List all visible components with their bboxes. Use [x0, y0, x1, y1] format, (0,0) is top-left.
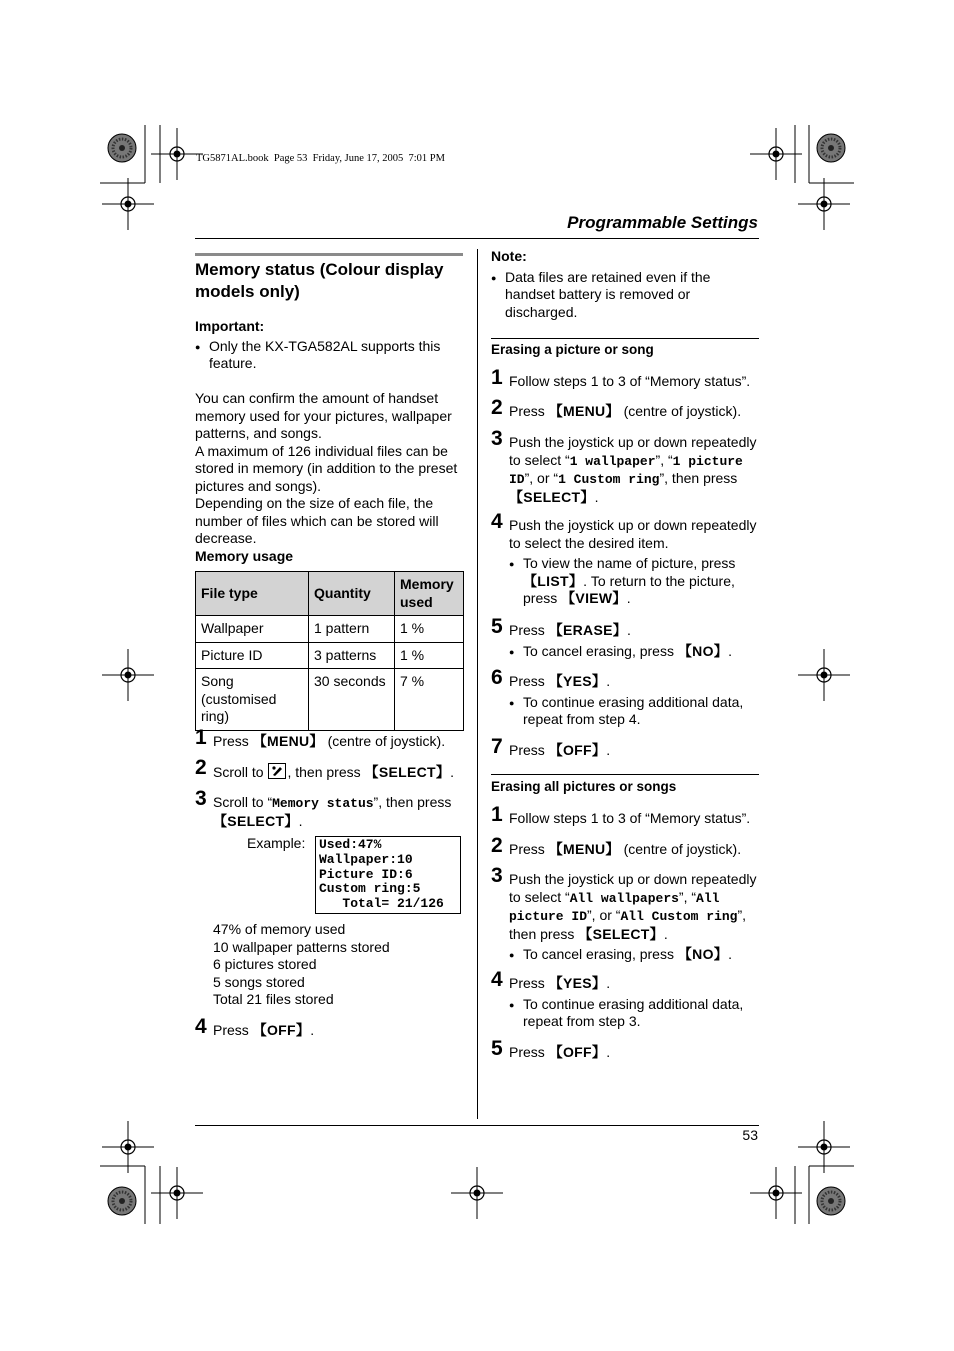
menu-key: 【MENU】: [252, 733, 324, 749]
step-number: 3: [491, 427, 503, 450]
select-key: 【SELECT】: [364, 764, 451, 780]
step-text: ”, or “: [587, 907, 621, 923]
off-key: 【OFF】: [252, 1022, 311, 1038]
step-number: 3: [491, 864, 503, 887]
erase-all-step-5: [491, 1037, 777, 1062]
erase-one-step-2: [491, 396, 779, 421]
erase-key: 【ERASE】: [548, 622, 628, 638]
memory-usage-label: Memory usage: [195, 547, 294, 564]
note-item: ● Data files are retained even if the handset battery is removed or discharged.: [491, 269, 759, 322]
step-text: .: [606, 742, 611, 758]
table-header: File type: [196, 572, 309, 616]
erase-all-step-3: [491, 864, 759, 964]
off-key: 【OFF】: [548, 742, 607, 758]
important-label: Important:: [195, 318, 265, 334]
lcd-display: [315, 836, 461, 914]
step-text: .: [627, 622, 631, 638]
table-cell: Wallpaper: [196, 616, 309, 643]
step-text: Press: [509, 622, 549, 638]
step-text: Push the joystick up or down repeatedly to select “: [509, 871, 757, 905]
column-divider: [477, 249, 478, 1119]
step-text: (centre of joystick).: [619, 841, 742, 857]
explanation-line: 47% of memory used: [213, 921, 346, 937]
step-text: Push the joystick up or down repeatedly to select the desired item.: [509, 517, 757, 551]
erase-one-title: Erasing a picture or song: [491, 342, 654, 357]
step-number: 2: [491, 834, 503, 857]
example-explanation: [213, 921, 463, 1009]
step-text: .: [606, 975, 611, 991]
file-info: TG5871AL.book Page 53 Friday, June 17, 2005 7:01 PM: [196, 153, 445, 164]
step-text: ”, “: [655, 451, 673, 468]
step-text: ”, or “: [524, 470, 559, 486]
step-number: 1: [195, 726, 207, 749]
explanation-line: 6 pictures stored: [213, 956, 317, 972]
bullet-text: . To return to the picture, press: [523, 572, 735, 606]
table-cell: 30 seconds: [309, 669, 395, 731]
explanation-line: Total 21 files stored: [213, 991, 334, 1007]
step-number: 7: [491, 735, 503, 758]
step-text: .: [606, 1044, 611, 1060]
step-number: 5: [491, 1037, 503, 1060]
lcd-line: Wallpaper:10: [319, 851, 413, 867]
menu-code: All Custom ring: [620, 909, 738, 924]
step-number: 5: [491, 615, 503, 638]
bullet-text: To view the name of picture, press: [523, 555, 736, 571]
table-header: Memory used: [395, 572, 464, 616]
no-key: 【NO】: [677, 642, 729, 659]
table-cell: 1 %: [395, 642, 464, 669]
page-number: 53: [742, 1127, 758, 1143]
menu-key: 【MENU】: [548, 403, 620, 419]
step-bullet: [509, 946, 759, 964]
step-text: .: [310, 1022, 315, 1038]
memory-status-icon: [268, 763, 286, 779]
left-step-4: [195, 1015, 483, 1040]
select-key: 【SELECT】: [578, 925, 664, 942]
table-row: [196, 642, 464, 669]
step-bullet: [509, 643, 777, 661]
bullet-text: To cancel erasing, press: [523, 946, 678, 962]
table-header-row: [196, 572, 464, 616]
step-text: , then press: [287, 764, 365, 780]
left-step-3: [195, 787, 483, 830]
step-bullet: [509, 555, 759, 608]
step-bullet: ● To continue erasing additional data, repeat from step 3.: [509, 996, 759, 1031]
table-row: [196, 616, 464, 643]
step-text: Press: [509, 975, 549, 991]
step-text: .: [606, 673, 611, 689]
step-text: Press: [213, 733, 253, 749]
memory-usage-table: [195, 571, 464, 731]
menu-code: All picture ID: [509, 890, 720, 924]
section-rule: [491, 774, 759, 775]
step-number: 2: [491, 396, 503, 419]
erase-one-step-5: [491, 615, 777, 660]
yes-key: 【YES】: [548, 975, 607, 991]
lcd-line: Total= 21/126: [319, 896, 444, 912]
step-text: .: [663, 925, 668, 942]
erase-one-step-3: [491, 427, 759, 506]
bullet-text: To cancel erasing, press: [523, 642, 678, 659]
menu-key: 【MENU】: [548, 841, 620, 857]
intro-para-1: You can confirm the amount of handset memory used for your pictures, wallpaper patterns, and songs.: [195, 390, 452, 441]
erase-all-step-1: [491, 803, 779, 828]
heading-bar: [195, 253, 463, 256]
step-text: Follow steps 1 to 3 of “Memory status”.: [509, 373, 751, 389]
step-text: Press: [213, 1022, 253, 1038]
menu-code: 1 picture ID: [509, 453, 743, 487]
bullet-text: .: [626, 590, 631, 606]
table-cell: 1 pattern: [309, 616, 395, 643]
no-key: 【NO】: [677, 946, 729, 962]
erase-all-step-4: [491, 968, 759, 1031]
step-number: 4: [195, 1015, 207, 1038]
menu-code: 1 Custom ring: [558, 472, 660, 487]
section-rule: [491, 338, 759, 339]
lcd-line: Custom ring:5: [319, 881, 421, 897]
step-text: .: [594, 488, 599, 505]
select-key: 【SELECT】: [509, 488, 595, 505]
section-title: Programmable Settings: [567, 213, 758, 232]
step-text: Press: [509, 673, 549, 689]
erase-all-title: Erasing all pictures or songs: [491, 779, 677, 794]
intro-para-2: A maximum of 126 individual files can be stored in memory (in addition to the preset pictures and songs).: [195, 442, 458, 494]
step-text: Scroll to “: [213, 794, 273, 810]
example-label: Example:: [247, 835, 306, 851]
table-cell: Song (customised ring): [196, 669, 309, 731]
step-number: 4: [491, 510, 503, 533]
important-item: ● Only the KX-TGA582AL supports this feature.: [195, 338, 465, 373]
explanation-line: 10 wallpaper patterns stored: [213, 938, 390, 955]
step-text: Press: [509, 1044, 549, 1060]
step-text: Follow steps 1 to 3 of “Memory status”.: [509, 810, 751, 826]
important-block: [195, 318, 465, 373]
lcd-line: Used:47%: [319, 837, 382, 852]
table-cell: 1 %: [395, 616, 464, 643]
step-number: 3: [195, 787, 207, 810]
note-block: [491, 248, 759, 321]
table-cell: Picture ID: [196, 642, 309, 669]
lcd-line: Picture ID:6: [319, 866, 413, 882]
step-number: 2: [195, 756, 207, 779]
step-bullet: ● To continue erasing additional data, repeat from step 4.: [509, 694, 759, 729]
erase-one-step-4: [491, 510, 759, 608]
bullet-text: .: [728, 946, 732, 962]
table-cell: 7 %: [395, 669, 464, 731]
explanation-line: 5 songs stored: [213, 973, 305, 990]
left-step-1: [195, 726, 483, 751]
step-text: Push the joystick up or down repeatedly to select “: [509, 434, 757, 468]
select-key: 【SELECT】: [213, 812, 299, 829]
step-text: .: [450, 764, 455, 780]
off-key: 【OFF】: [548, 1044, 607, 1060]
step-text: Press: [509, 841, 549, 857]
table-row: [196, 669, 464, 731]
step-number: 4: [491, 968, 503, 991]
menu-code: 1 wallpaper: [569, 453, 656, 469]
step-text: (centre of joystick).: [619, 403, 742, 419]
erase-one-step-7: [491, 735, 777, 760]
step-text: Scroll to: [213, 764, 268, 780]
step-text: (centre of joystick).: [323, 733, 446, 749]
table-header: Quantity: [309, 572, 395, 616]
table-cell: 3 patterns: [309, 642, 395, 669]
page-heading: Memory status (Colour display models only): [195, 260, 444, 301]
note-label: Note:: [491, 248, 527, 264]
intro-para-3: Depending on the size of each file, the number of files which can be stored will decrease.: [195, 495, 439, 546]
erase-all-step-2: [491, 834, 779, 859]
step-text: ”, then press: [509, 907, 747, 942]
erase-one-step-6: [491, 666, 759, 729]
step-number: 1: [491, 366, 503, 389]
menu-code: All wallpapers: [569, 890, 679, 906]
left-step-2: [195, 756, 483, 782]
yes-key: 【YES】: [548, 673, 607, 689]
step-text: ”, then press: [373, 794, 452, 810]
step-text: ”, “: [678, 888, 697, 905]
step-text: Press: [509, 403, 549, 419]
step-number: 6: [491, 666, 503, 689]
step-number: 1: [491, 803, 503, 826]
footer-rule: [195, 1125, 759, 1126]
erase-one-step-1: [491, 366, 779, 391]
view-key: 【VIEW】: [561, 590, 627, 606]
step-text: Press: [509, 742, 549, 758]
step-text: .: [298, 812, 303, 829]
list-key: 【LIST】: [523, 572, 584, 589]
header-rule: [195, 238, 759, 239]
bullet-text: .: [728, 642, 732, 659]
intro-text: [195, 390, 465, 565]
step-text: ”, then press: [659, 470, 738, 486]
menu-code: Memory status: [272, 796, 374, 811]
